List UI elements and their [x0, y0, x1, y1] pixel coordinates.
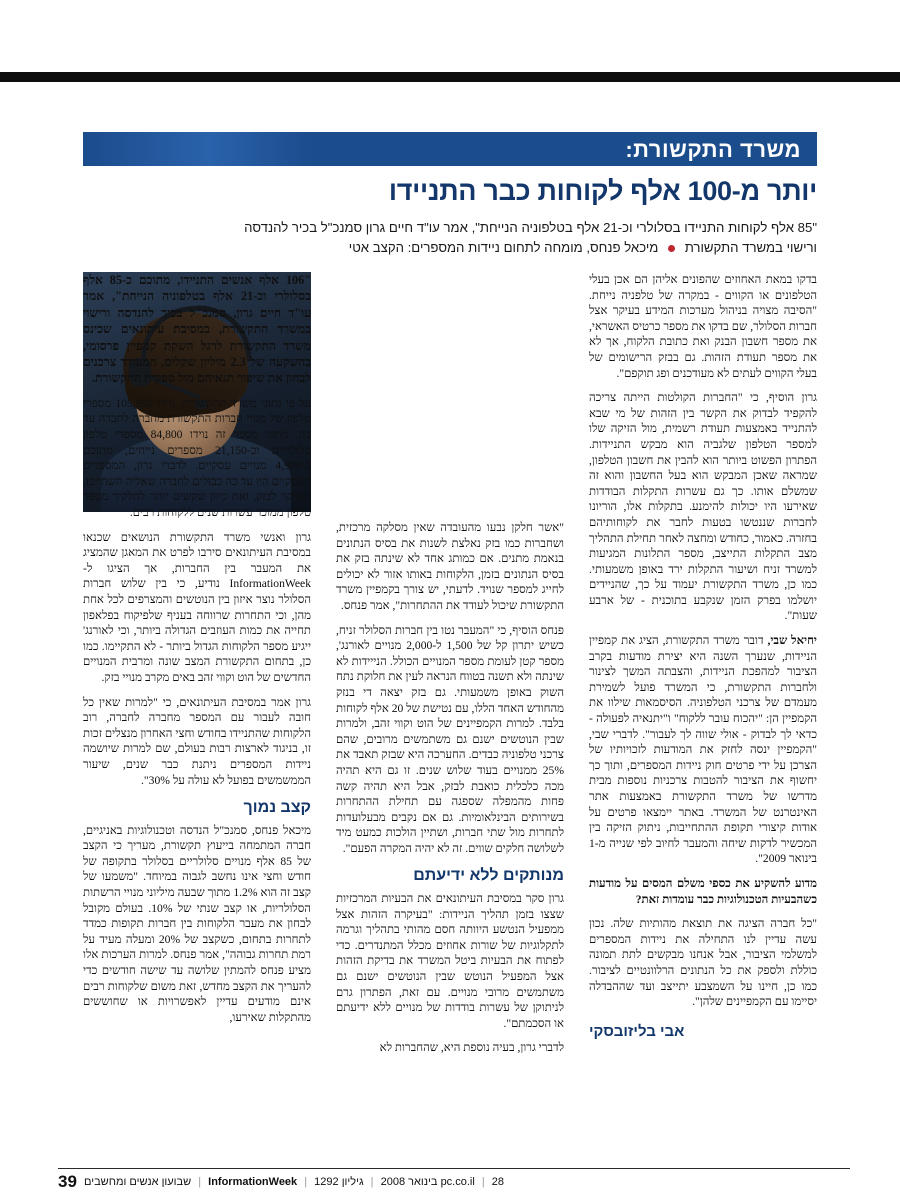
paragraph: גרון סקר במסיבת העיתונאים את הבעיות המרכזיות שצצו בזמן תהליך הניידות: "בעיקרה הזהות אצל ממפעיל הנטשע היוותה חסם מהותי בתהליך וגרמה לתקלוגיות של שורות אחוזים מכלל המתנדרים. כדי לפתוח את הבעיות ביטל המשרד את בדיקת הזהות אצל המפעיל הנוטש שבין הנוטשים ישנם גם משתמשים מרובי מנויים. עם זאת, הפתרון גרם לניתוקן של עשרות בודדות של מנויים ללא ידיעתם או הסכמתם". [336, 892, 564, 1030]
paragraph: פנחס הוסיף, כי "המעבר נטו בין חברות הסלולר זניח, כשיש יתרון קל של 1,500 ל-2,000 מנויים לאורנג', מספר קטן לעומת מספר המנויים הכולל. הנייידות לא שינתה ולא תשנה בטווח הנראה לעין את חלוקת נתח השוק באופן משמעותי. גם בזק יצאה די בנזק מהחודש האחד הללו, עם נטישת של 20 אלף לקוחות בלבד. למרות הקמפיינים של הוט וקווי זהב, ולמרות שבין הנוטשים ישנם גם משתמשים מרובים, שהם צרכני טלפוניה כבדים. החערכה היא שבזק תאבד את 25% ממנויים בעוד שלוש שנים. זו גם היא תהיה מכה כלכלית כואבת לבזק, אבל היא תהיה קשה פחות מהמפלה שספגה עם תחילת ההתחרות בשירותים הבינלאומיות. גם אם נקבים מבעלועדות לתחרות מול שתי חברות, ושתיין הולכות כמעט מיד לשלושה חלקים שווים. זה לא יהיה המקרה הפעם". [336, 623, 564, 855]
footer-separator: | [304, 1176, 308, 1188]
deck-line-1: "85 אלף לקוחות התניידו בסלולרי וכ-21 אלף בטלפוניה הנייחת", אמר עו"ד חיים גרון סמנכ"ל בכיר להנדסה [244, 220, 817, 235]
page-top-margin [0, 0, 900, 72]
paragraph: בדקו במאת האחוזים שהפונים אליהן הם אכן בעלי הטלפונים או הקווים - במקרה של טלפניה נייחת. "הסיבה מצויה בניהול מערכות המידע בעיקר אצל חברות הסלולר, שם בדקו את מספר כרטיס האשראי, את מספר חשבון הבנק ואת כתובת הלקוח, אך לא את מספר תעודת הזהות. גם בבזק הרישומים של בעלי הקווים לעתים לא מעודכנים ופג תוקפם". [589, 273, 817, 380]
paragraph: מיכאל פנחס, סמנכ"ל הנדסה וטכנולוגיות באניגיים, חברה המתמחה בייעוץ תקשורת, מעריך כי הקצב של 85 אלף מנויים סלולריים בסלולר בתקופה של חודש וחצי אינו נחשב לגבוה במיוחד. "משמעו של קצב זה הוא 1.2% מתוך שבעה מיליוני מנויי הרשתות הסלולריות, או קצב שנתי של 10%. בעולם מקובל לבחון את מעבר הלקוחות בין חברות תקופות כמדד לתחרות בתחום, כשקצב של 20% ומעלה מעיד על רמת תחרות גבוהה", אמר פנחס. למרות הערכות אלו מציע פנחס להמתין שלושה עד שישה חודשים כדי להעריך את הקצב מחדש, זאת משום שלקוחות רבים אינם מודעים עדיין לאפשרויות או שחוששים מהתקלות שאירעו, [83, 823, 312, 1024]
paragraph: על פי נתוני משרד התקשורת, נוידו 105,950 מספרי טלפון של מנויי חברות התקשורת מחברה לחברה עד כה. מתוך מספר זה נוידו 84,800 מספרי טלפון סלולריים וכ-21,150 מספרים נייחים, מתוכם כ-4,900 מנויים עסקיים. לדברי גרון, המספרים העסקיים היו עד כה כבולים לחברה שאליה השתייכו, ובעיקר לבזק, ואת כיוון שקשים יותר לחלקיך מספר טלפון ממוכר עשרות שנים ללקוחות רבים. [83, 396, 312, 519]
footer-separator: | [370, 1176, 374, 1188]
footer-separator: | [481, 1176, 485, 1188]
lead-paragraph: "106 אלף אנשים התניידו, מתוכם כ-85 אלף בסלולרי וכ-21 אלף בטלפוניה הנייחת", אמר עו"ד חיים גרון, סמנכ"ל בכיר להנדסה ורישוי במשרד התקשורת, במסיבת עיתונאים שכינס משרד התקשורת לרגל השקת קמפיין פרסומי, בהשקעה של 2.3 מיליון שקלים, המעודד צרכנים לבחון את שיפור תנאיהם מול ספקית התקשורת. [83, 273, 312, 386]
bullet-icon [668, 245, 675, 252]
paragraph: גרון אמר במסיבת העיתונאים, כי "למרות שאין כל חובה לעבור עם המספר מחברה לחברה, רוב הלקוחות שהתניידו בחודש וחצי האחרון מנצלים זכות זו, בניגוד לארצות רבות בעולם, שם למרות שיושמה ניידות המספרים ניתנת כבר שנים, שיעור הממשמשים בפועל לא עולה על 30%". [83, 695, 311, 787]
footer-divider [58, 1168, 850, 1169]
section-label: משרד התקשורת: [625, 137, 801, 162]
question-paragraph: מדוע להשקיע את כספי משלם המסים על מודעות כשהבעיות הטכנולוגיות כבר עומדות זאת? [589, 876, 817, 906]
footer-date: 28 בינואר 2008 [380, 1176, 505, 1188]
paragraph: גרון ואנשי משרד התקשורת הנושאים שכנאו במסיבת העיתונאים סירבו לפרט את המאגן שהמציג את המעבר בין החברות, אך הציגו ל-InformationWeek נודיע, כי בין שלוש חברות הסלולר נוצר איזון בין הנוטשים והמצרפים לכל אחת מהן, וכי התחרות שרווחה בעניף שלפיקוח בפלאפון תחייה את כמות העוזבים הגדולה ביותר, וכי לאורנג' ייגיע מספר הלקוחות הגדול ביותר - לא התקיימו. כמו כן, בתחום התקשורת המצב שונה ומרבית המנויים החדשים של הוט וקווי זהב באים מקרב מנויי בזק. [83, 530, 311, 684]
column-middle [336, 272, 564, 1065]
footer-issue: גיליון 1292 [314, 1176, 364, 1188]
footer-meta [84, 1176, 504, 1188]
paragraph: גרון הוסיף, כי "החברות הקולטות הייתה צריכה להקפיד לבדוק את הקשר בין הזהות של מי שבא להתנייד באמצעות תעודת רשמית, מול הזיקה שלו למספר הטלפון שלגביה הוא מבקש התניידות. הפתרון הפשוט ביותר הוא להבין את חשבון הטלפון, שמראה שאכן המבקש הוא בעל החשבון והוא זה שמשלם אותו. כך גם עשרות התקלות הבודדות שאירעו היו יכולות להימנע. בתקלות אלו, הוריונו לחברות שננטשו בטעות לחבר את לקוחותיהם בחזרה. כאמור, כחודש ומחצה לאחר תחילת התהליך מצב התקלות התייצב, מספר התלונות המגיעות למשרד זניח ושיעור התקלות ירד באופן משמעותי. כמו כן, משרד התקשורת יעמוד על כך, שהניידים יושלמו בפרק הזמן שנקבע בתוכנית - של ארבע שעות". [589, 391, 817, 623]
column-left [83, 272, 311, 1034]
subheading: קצב נמוך [243, 799, 311, 817]
top-black-rule [0, 72, 900, 82]
article-body [83, 272, 817, 1162]
footer-separator: | [198, 1176, 202, 1188]
page-footer [58, 1172, 850, 1196]
article-deck [83, 218, 817, 258]
paragraph: לדברי גרון, בעיה נוספת היא, שהחברות לא [379, 1041, 564, 1055]
paragraph: "כל חברה הציגה את תוצאת מהותיות שלה. נכון עשה עדיין לנו התחילה את ניידות המספרים למשלמי הציבור, אבל אנחנו מבקשים לתת תמונה כוללת ולספק את כל הנתונים הרלוונטיים לציבור. כמו כן, חיינו על השמצבע יתייצב ועד שההבדלה יסיימו עם הקמפיינים שלהן". [589, 917, 817, 1009]
deck-line-3: מיכאל פנחס, מומחה לתחום ניידות המספרים: הקצב אטי [348, 240, 659, 255]
paragraph: "אשר חלקן נבעו מהעובדה שאין מסלקה מרכזית, ושחברות כמו בזק נאלצת לשנות את בסיס הנתונים בנאמת מתנים. אם כמותג אחד לא שינתה בזק את בסיס הנתונים בזמן, הלקוחות באותו אזור לא יכולים לחייג למספר שנויד. לדעתי, יש צורך בקמפיין משרד התקשורת שיכול לעודד את ההתחרות", אמר פנחס. [336, 521, 564, 612]
footer-tagline: שבועון אנשים ומחשבים [84, 1176, 192, 1188]
footer-site[interactable]: pc.co.il [440, 1176, 475, 1188]
subheading: מנותקים ללא ידיעתם [413, 867, 564, 885]
column-right [589, 272, 817, 1039]
deck-line-2: ורישוי במשרד התקשורת [684, 240, 817, 255]
footer-brand: InformationWeek [208, 1176, 298, 1188]
page-number: 39 [58, 1172, 77, 1191]
paragraph: יחיאל שבי, דובר משרד התקשורת, הציג את קמפיין הניידות, שנערך השנה היא יצירת מודעות בקרב הציבור למהפכת הניידות, והצבתה המשך לצינור ולחברות התקשורת, כי המשרד פועל לשמירת מעמדם של צרכני הטלפוניה. הסיסמאות שילוו את הקמפיין הן: "יהכוח עובר ללקוח" ו"יתנאיה לפעולה - כדאי לך לבדוק - אולי שווה לך לעבור". לדברי שבי, "הקמפיין ינסה לחזק את המודעות לזכויותיו של הצרכן על ידי פרטים חוק ניידות המספרים, ותוך כך יחשוף את הציבור להטבות צרכניות נוספות מבית מדרשו של משרד התקשורת באמצעות אתר האינטרנט של המשרד. באתר יימצאו פרטים על אודות קיצורי תקופת ההתחייבות, ניתוק הזיקה בין המכשיר לדקות שיחה והמעבר לחיוב לפי שנייה מ-1 בינואר 2009". [589, 634, 817, 866]
byline: אבי בליזובסקי [589, 1022, 685, 1040]
page-title: יותר מ-100 אלף לקוחות כבר התניידו [388, 176, 817, 206]
band-gradient [83, 132, 313, 166]
section-header-band [83, 132, 817, 166]
